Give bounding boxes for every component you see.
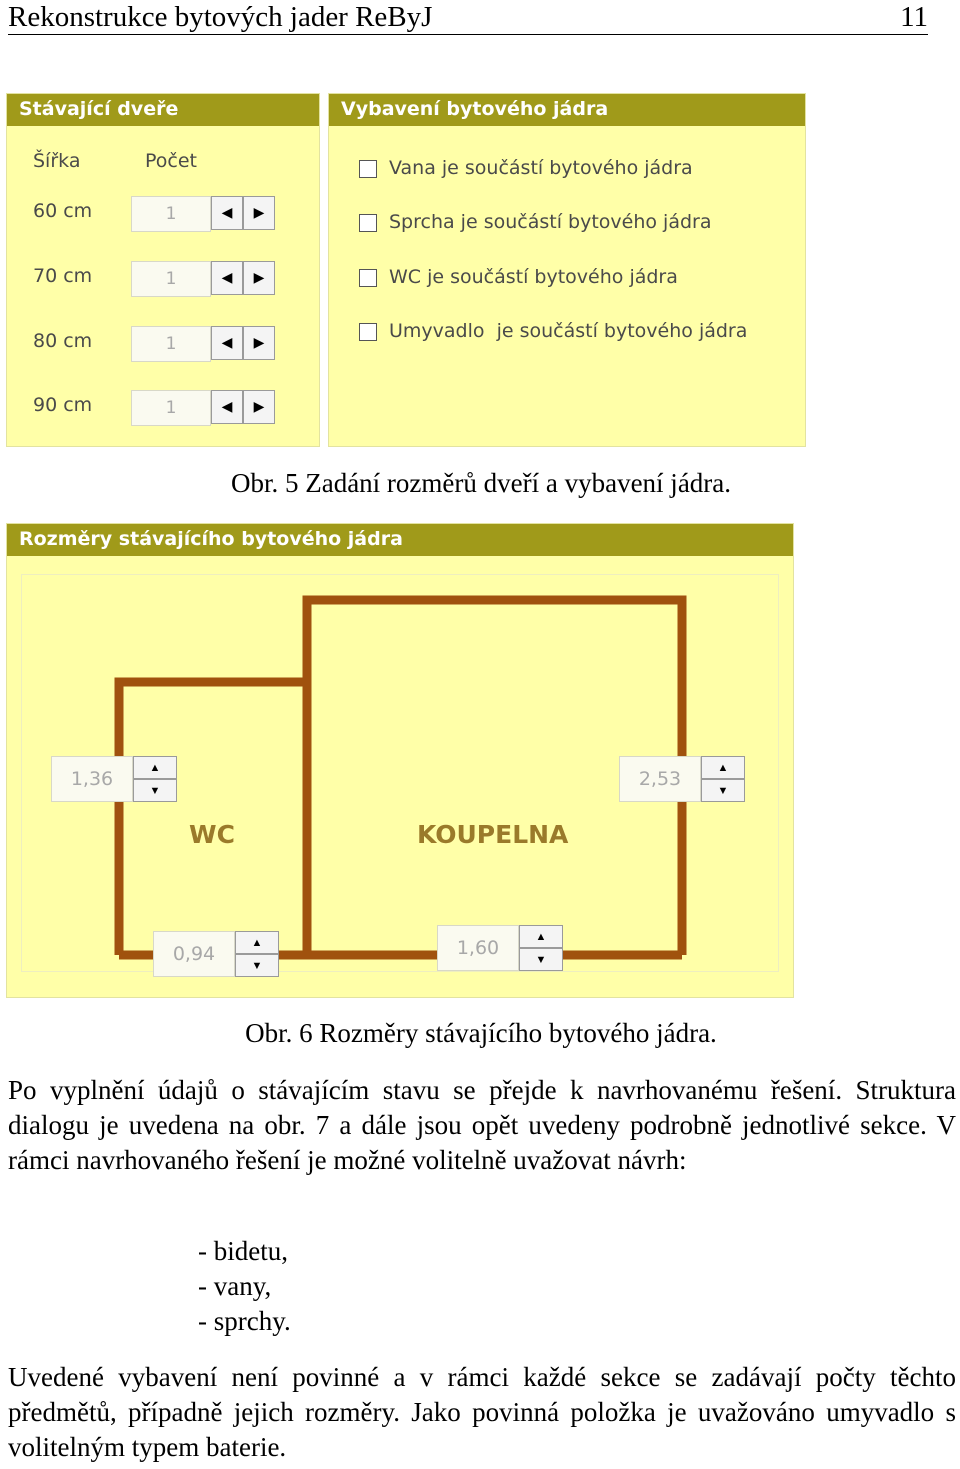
- increment-button[interactable]: [701, 756, 745, 779]
- list-item: - sprchy.: [198, 1306, 291, 1336]
- door-count-stepper[interactable]: [131, 390, 275, 426]
- core-dimensions-panel: [6, 523, 794, 998]
- decrement-button[interactable]: [211, 261, 243, 295]
- increment-button[interactable]: [235, 931, 279, 954]
- washbasin-checkbox[interactable]: [359, 323, 377, 341]
- arrow-left-icon: ◀: [221, 335, 233, 351]
- option-list: [198, 1234, 598, 1339]
- paragraph-intro: Po vyplnění údajů o stávajícím stavu se přejde k navrhovanému řešení. Struktura dialogu je uvedena na obr. 7 a dále jsou opět uvedeny podrobně jednotlivé sekce. V rámci navrhovaného řešení je možné volitelně uvažovat návrh:: [8, 1075, 956, 1175]
- decrement-button[interactable]: [133, 779, 177, 802]
- door-width-label: 70 cm: [33, 265, 93, 287]
- arrow-up-icon: ▲: [535, 930, 547, 943]
- increment-button[interactable]: [243, 196, 275, 230]
- bathtub-checkbox[interactable]: [359, 160, 377, 178]
- wc-height-stepper[interactable]: [51, 756, 177, 802]
- arrow-right-icon: ▶: [253, 399, 265, 415]
- door-count-stepper[interactable]: [131, 261, 275, 297]
- core-equipment-panel: [328, 93, 806, 447]
- width-column-header: Šířka: [33, 150, 81, 172]
- arrow-up-icon: ▲: [717, 761, 729, 774]
- bathroom-height-stepper[interactable]: [619, 756, 745, 802]
- door-count-stepper[interactable]: [131, 326, 275, 362]
- bathroom-width-stepper[interactable]: [437, 925, 563, 971]
- decrement-button[interactable]: [211, 390, 243, 424]
- running-head: [8, 0, 928, 35]
- core-dimensions-title: Rozměry stávajícího bytového jádra: [7, 524, 793, 556]
- wc-height-value[interactable]: 1,36: [51, 756, 133, 802]
- wc-wall: [119, 682, 307, 955]
- bathroom-height-value[interactable]: 2,53: [619, 756, 701, 802]
- figure5-caption: Obr. 5 Zadání rozměrů dveří a vybavení jádra.: [230, 468, 732, 498]
- shower-checkbox[interactable]: [359, 214, 377, 232]
- arrow-up-icon: ▲: [149, 761, 161, 774]
- decrement-button[interactable]: [211, 196, 243, 230]
- list-item: - vany,: [198, 1271, 272, 1301]
- door-width-label: 80 cm: [33, 330, 93, 352]
- door-count-value[interactable]: 1: [131, 261, 211, 297]
- arrow-left-icon: ◀: [221, 205, 233, 221]
- wc-room-label: WC: [189, 820, 235, 849]
- wc-option-label[interactable]: WC je součástí bytového jádra: [389, 266, 678, 288]
- decrement-button[interactable]: [701, 779, 745, 802]
- bathroom-room-label: KOUPELNA: [417, 820, 569, 849]
- arrow-down-icon: ▼: [717, 784, 729, 797]
- shower-option-label[interactable]: Sprcha je součástí bytového jádra: [389, 211, 712, 233]
- existing-doors-title: Stávající dveře: [7, 94, 319, 126]
- core-equipment-title: Vybavení bytového jádra: [329, 94, 805, 126]
- door-count-value[interactable]: 1: [131, 390, 211, 426]
- arrow-left-icon: ◀: [221, 270, 233, 286]
- door-width-label: 60 cm: [33, 200, 93, 222]
- door-count-value[interactable]: 1: [131, 196, 211, 232]
- list-item: - bidetu,: [198, 1236, 288, 1266]
- arrow-left-icon: ◀: [221, 399, 233, 415]
- arrow-down-icon: ▼: [149, 784, 161, 797]
- paragraph-equipment: Uvedené vybavení není povinné a v rámci každé sekce se zadávají počty těchto předmětů, případně jejich rozměry. Jako povinná položka je uvažováno umyvadlo s volitelným typem baterie.: [8, 1362, 956, 1462]
- increment-button[interactable]: [243, 261, 275, 295]
- document-title: Rekonstrukce bytových jader ReByJ: [8, 1, 433, 33]
- bathroom-width-value[interactable]: 1,60: [437, 925, 519, 971]
- washbasin-option-label[interactable]: Umyvadlo je součástí bytového jádra: [389, 320, 748, 342]
- wc-width-stepper[interactable]: [153, 931, 279, 977]
- increment-button[interactable]: [243, 326, 275, 360]
- page-number: 11: [900, 1, 928, 33]
- door-count-stepper[interactable]: [131, 196, 275, 232]
- increment-button[interactable]: [133, 756, 177, 779]
- wc-width-value[interactable]: 0,94: [153, 931, 235, 977]
- arrow-up-icon: ▲: [251, 936, 263, 949]
- door-count-value[interactable]: 1: [131, 326, 211, 362]
- decrement-button[interactable]: [235, 954, 279, 977]
- increment-button[interactable]: [519, 925, 563, 948]
- decrement-button[interactable]: [519, 948, 563, 971]
- bathtub-option-label[interactable]: Vana je součástí bytového jádra: [389, 157, 693, 179]
- figure6-caption: Obr. 6 Rozměry stávajícího bytového jádra.: [245, 1018, 717, 1048]
- arrow-right-icon: ▶: [253, 270, 265, 286]
- existing-doors-panel: [6, 93, 320, 447]
- increment-button[interactable]: [243, 390, 275, 424]
- count-column-header: Počet: [145, 150, 197, 172]
- door-width-label: 90 cm: [33, 394, 93, 416]
- wc-checkbox[interactable]: [359, 269, 377, 287]
- decrement-button[interactable]: [211, 326, 243, 360]
- arrow-down-icon: ▼: [535, 953, 547, 966]
- arrow-right-icon: ▶: [253, 335, 265, 351]
- arrow-right-icon: ▶: [253, 205, 265, 221]
- arrow-down-icon: ▼: [251, 959, 263, 972]
